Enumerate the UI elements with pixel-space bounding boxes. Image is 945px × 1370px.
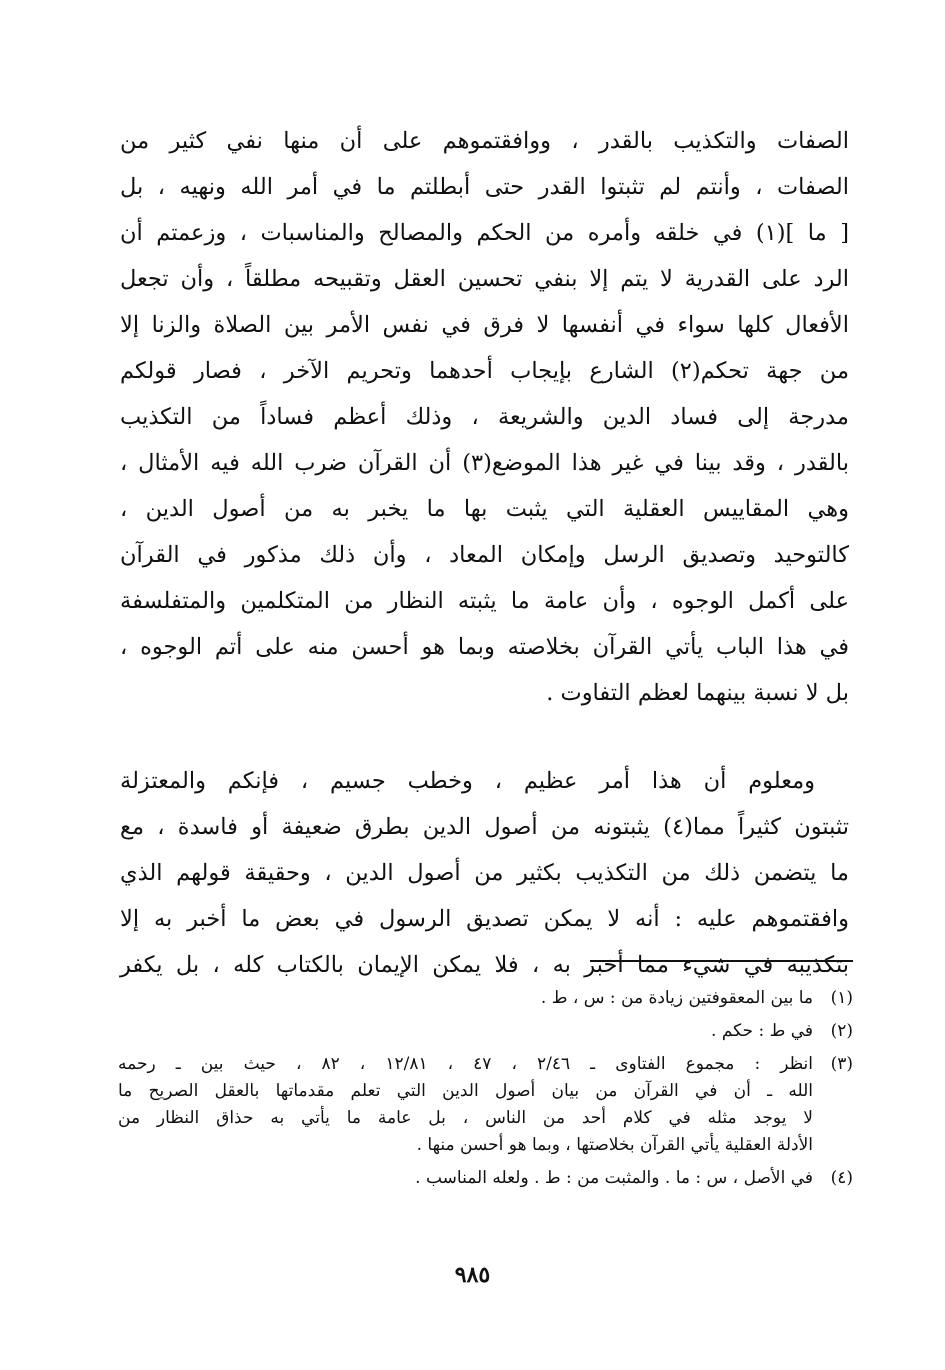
footnote-line: الله ـ أن في القرآن من بيان أصول الدين التي تعلم مقدماتها بالعقل الصريح ما [118, 1081, 813, 1101]
footnote-line: في الأصل ، س : ما . والمثبت من : ط . ولعله المناسب . [415, 1168, 813, 1188]
footnote-number: (١) [830, 988, 853, 1008]
text-line: في هذا الباب يأتي القرآن بخلاصته وبما هو أحسن منه على أتم الوجوه ، [120, 634, 849, 660]
text-line: الرد على القدرية لا يتم إلا بنفي تحسين العقل وتقبيحه مطلقاً ، وأن تجعل [120, 266, 849, 292]
text-line: مدرجة إلى فساد الدين والشريعة ، وذلك أعظم فساداً من التكذيب [120, 404, 849, 430]
footnote-1 [118, 985, 853, 1012]
text-line: على أكمل الوجوه ، وأن عامة ما يثبته النظار من المتكلمين والمتفلسفة [120, 588, 849, 614]
paragraph-1 [120, 118, 849, 716]
footnote-line: الأدلة العقلية يأتي القرآن بخلاصتها ، وبما هو أحسن منها . [416, 1135, 813, 1155]
footnote-3 [118, 1051, 853, 1159]
footnote-text [118, 1051, 813, 1159]
text-line: الصفات والتكذيب بالقدر ، ووافقتموهم على أن منها نفي كثير من [120, 128, 849, 154]
text-line: الصفات ، وأنتم لم تثبتوا القدر حتى أبطلتم ما في أمر الله ونهيه ، بل [120, 174, 849, 200]
footnote-text [118, 1018, 813, 1045]
footnotes [118, 985, 853, 1198]
text-line: تثبتون كثيراً مما(٤) يثبتونه من أصول الدين بطرق ضعيفة أو فاسدة ، مع [120, 814, 849, 840]
page-number: ٩٨٥ [454, 1262, 491, 1288]
footnote-2 [118, 1018, 853, 1045]
footnote-text [118, 1165, 813, 1192]
text-line: من جهة تحكم(٢) الشارع بإيجاب أحدهما وتحريم الآخر ، فصار قولكم [120, 358, 849, 384]
paragraph-spacer [120, 716, 849, 758]
text-line: كالتوحيد وتصديق الرسل وإمكان المعاد ، وأن ذلك مذكور في القرآن [120, 542, 849, 568]
footnote-text [118, 985, 813, 1012]
footnote-line: لا يوجد مثله في كلام أحد من الناس ، بل عامة ما يأتي به حذاق النظار من [118, 1108, 813, 1128]
footnote-4 [118, 1165, 853, 1192]
footnote-number: (٢) [830, 1021, 853, 1041]
text-line: وهي المقاييس العقلية التي يثبت بها ما يخبر به من أصول الدين ، [120, 496, 849, 522]
text-line: بتكذيبه في شيء مما أخبر به ، فلا يمكن الإيمان بالكتاب كله ، بل يكفر [120, 952, 849, 978]
text-line: ما يتضمن ذلك من التكذيب بكثير من أصول الدين ، وحقيقة قولهم الذي [120, 860, 849, 886]
text-line: وافقتموهم عليه : أنه لا يمكن تصديق الرسول في بعض ما أخبر به إلا [120, 906, 849, 932]
footnote-separator [590, 960, 853, 962]
text-line: ومعلوم أن هذا أمر عظيم ، وخطب جسيم ، فإنكم والمعتزلة [120, 768, 815, 794]
text-line: بالقدر ، وقد بينا في غير هذا الموضع(٣) أن القرآن ضرب الله فيه الأمثال ، [120, 450, 849, 476]
footnote-line: ما بين المعقوفتين زيادة من : س ، ط . [540, 988, 813, 1008]
paragraph-2 [120, 758, 849, 988]
footnote-line: في ط : حكم . [711, 1021, 813, 1041]
footnote-number: (٣) [830, 1054, 853, 1074]
text-line: [ ما ](١) في خلقه وأمره من الحكم والمصالح والمناسبات ، وزعمتم أن [120, 220, 849, 246]
footnote-number: (٤) [830, 1168, 853, 1188]
footnote-line: انظر : مجموع الفتاوى ـ ٢/٤٦ ، ٤٧ ، ١٢/٨١ ، ٨٢ ، حيث بين ـ رحمه [118, 1054, 814, 1074]
text-line: الأفعال كلها سواء في أنفسها لا فرق في نفس الأمر بين الصلاة والزنا إلا [120, 312, 849, 338]
main-text [120, 118, 849, 988]
text-line: بل لا نسبة بينهما لعظم التفاوت . [546, 680, 849, 706]
